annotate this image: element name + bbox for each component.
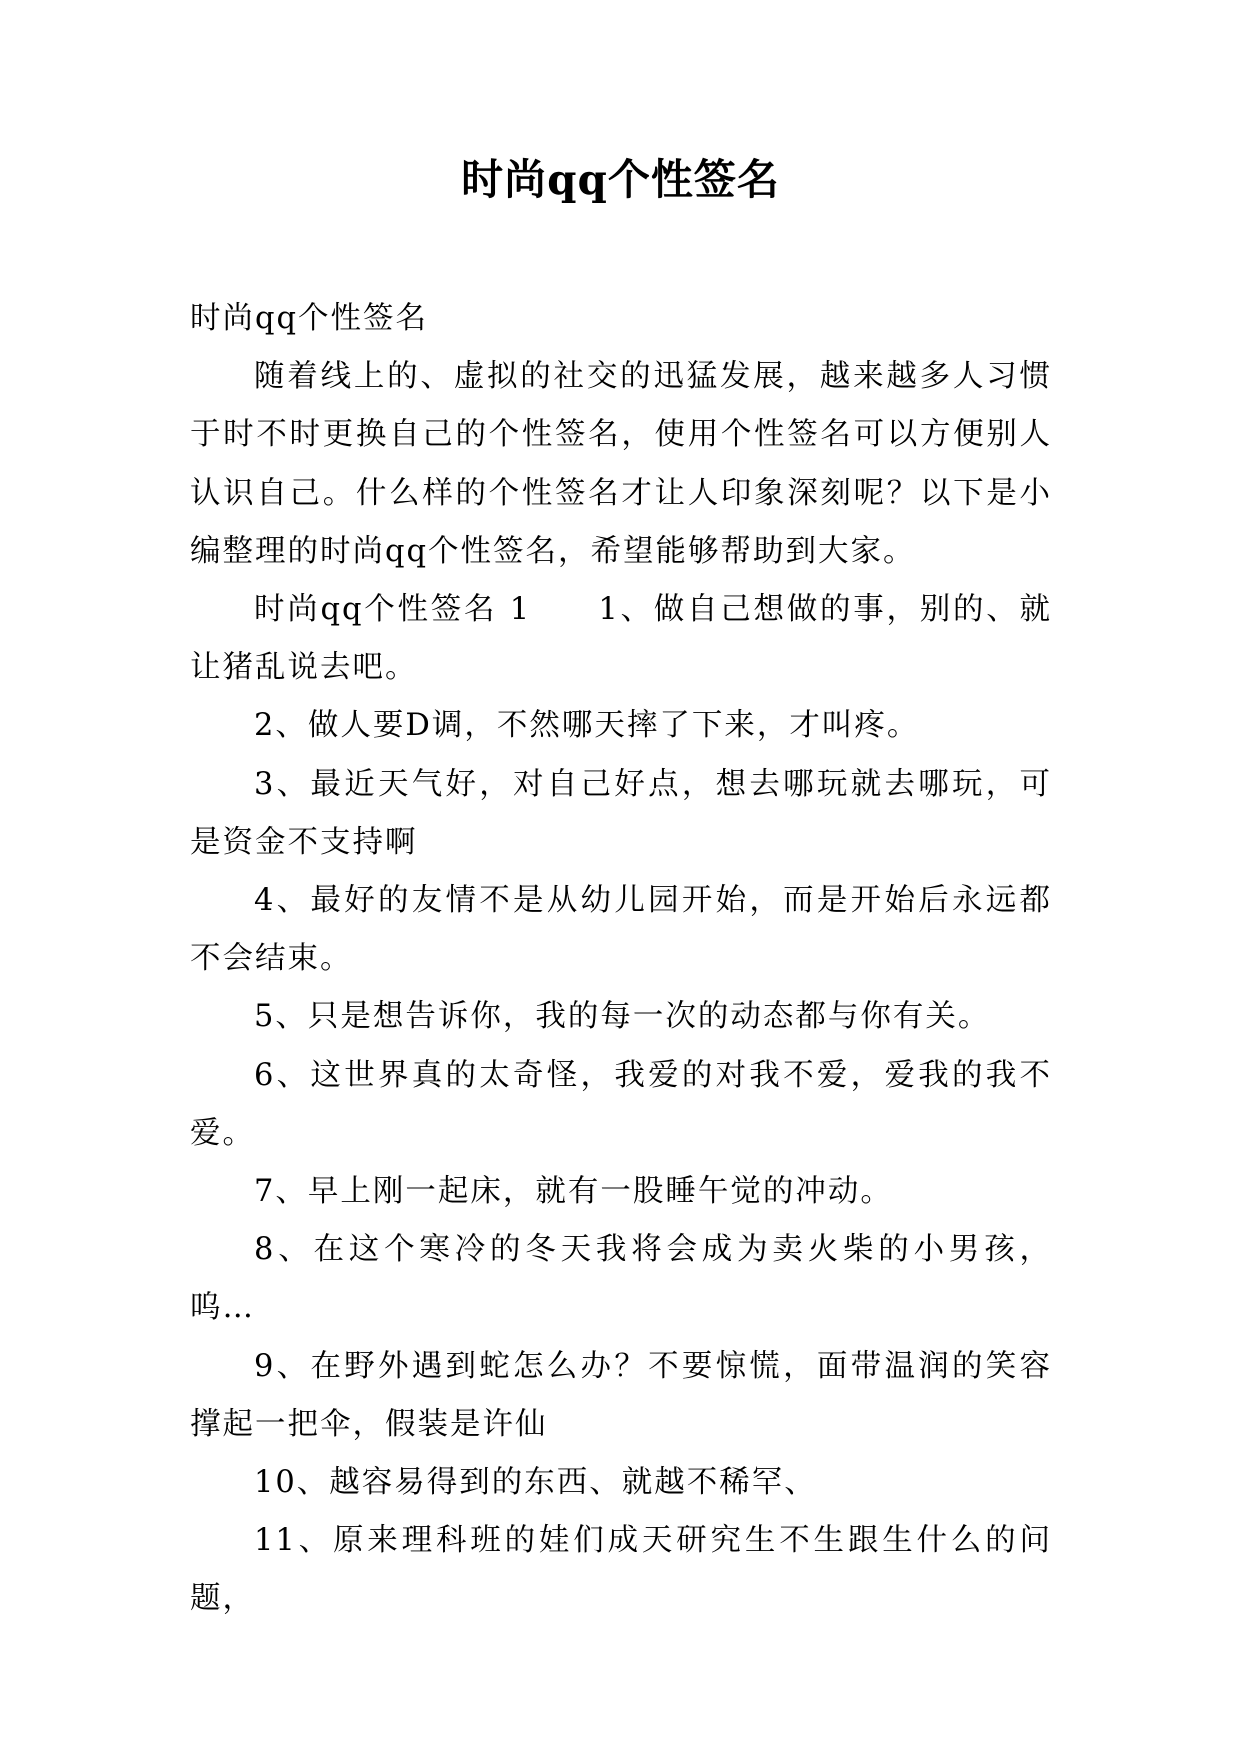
- paragraph-item-11: 11、原来理科班的娃们成天研究生不生跟生什么的问题，: [190, 1523, 1052, 1617]
- paragraph-intro: 随着线上的、虚拟的社交的迅猛发展，越来越多人习惯于时不时更换自己的个性签名，使用个性签名可以方便别人认识自己。什么样的个性签名才让人印象深刻呢？以下是小编整理的时尚qq个性签名，希望能够帮助到大家。: [190, 359, 1052, 569]
- document-title: 时尚qq个性签名: [461, 155, 780, 204]
- paragraph-item-2: 2、做人要D调，不然哪天摔了下来，才叫疼。: [254, 708, 920, 744]
- paragraph-item-10: 10、越容易得到的东西、就越不稀罕、: [254, 1465, 817, 1501]
- paragraph-item-9: 9、在野外遇到蛇怎么办？不要惊慌，面带温润的笑容撑起一把伞，假装是许仙: [190, 1348, 1052, 1442]
- paragraph-item-6: 6、这世界真的太奇怪，我爱的对我不爱，爱我的我不爱。: [190, 1057, 1052, 1151]
- paragraph-subtitle: 时尚qq个性签名: [190, 301, 429, 336]
- paragraph-item-8: 8、在这个寒冷的冬天我将会成为卖火柴的小男孩，呜…: [190, 1232, 1052, 1326]
- paragraph-item-3: 3、最近天气好，对自己好点，想去哪玩就去哪玩，可是资金不支持啊: [190, 766, 1052, 860]
- paragraph-item-7: 7、早上刚一起床，就有一股睡午觉的冲动。: [254, 1174, 893, 1210]
- paragraph-item-5: 5、只是想告诉你，我的每一次的动态都与你有关。: [254, 999, 991, 1035]
- paragraph-item-4: 4、最好的友情不是从幼儿园开始，而是开始后永远都不会结束。: [190, 883, 1052, 977]
- paragraph-item-1: 时尚qq个性签名 1 1、做自己想做的事，别的、就让猪乱说去吧。: [190, 592, 1052, 686]
- document-body: [190, 290, 1052, 1629]
